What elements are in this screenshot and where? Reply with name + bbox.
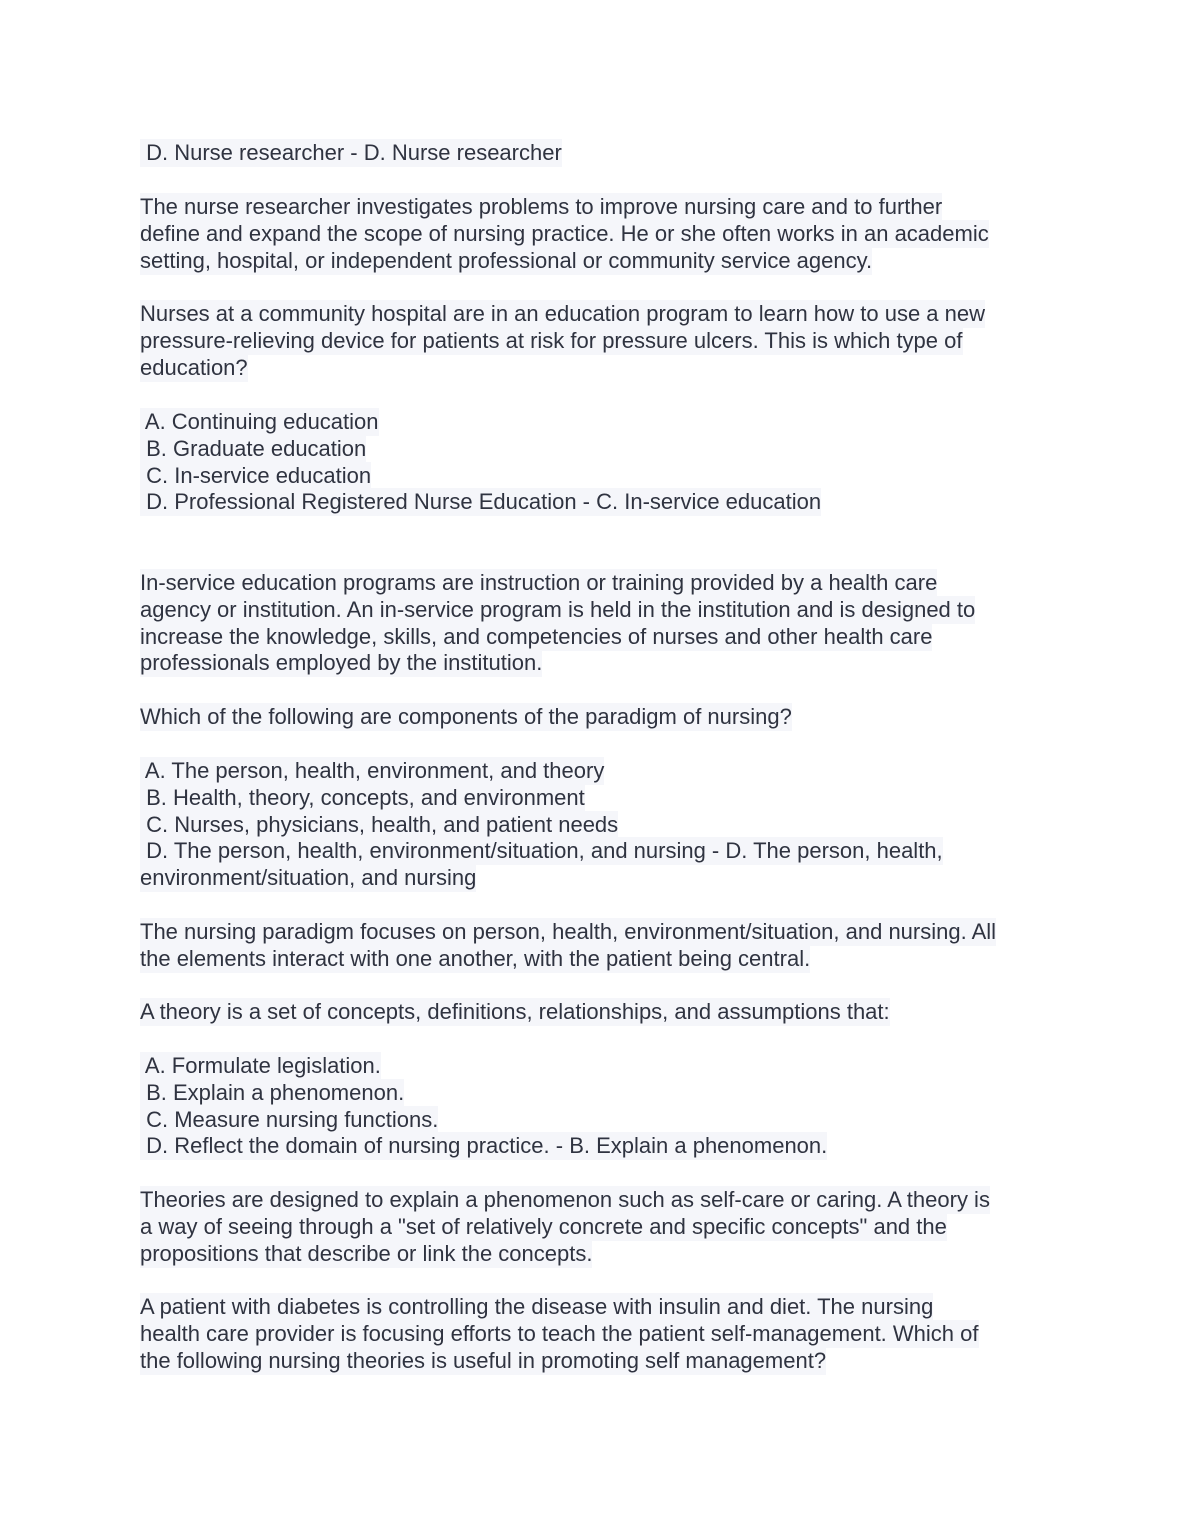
text-line-content: B. Explain a phenomenon.: [140, 1079, 405, 1105]
text-line: [140, 1214, 1070, 1241]
text-line-content: pressure-relieving device for patients at risk for pressure ulcers. This is which type of: [140, 327, 963, 353]
text-line-content: a way of seeing through a "set of relatively concrete and specific concepts" and the: [140, 1213, 947, 1239]
answer-options: [140, 1053, 1070, 1160]
text-line: [140, 999, 1070, 1026]
text-line: [140, 436, 1070, 463]
text-line: [140, 838, 1070, 865]
text-line: [140, 140, 1070, 167]
text-line-content: B. Graduate education: [140, 435, 367, 461]
text-line: [140, 785, 1070, 812]
text-line: [140, 248, 1070, 275]
text-line: [140, 1107, 1070, 1134]
text-line: [140, 1187, 1070, 1214]
text-line: [140, 328, 1070, 355]
text-line-content: education?: [140, 354, 248, 380]
text-line: [140, 221, 1070, 248]
text-line-content: the elements interact with one another, with the patient being central.: [140, 945, 811, 971]
text-line-content: C. In-service education: [140, 462, 372, 488]
explanation-paragraph: [140, 1187, 1070, 1267]
answer-options: [140, 409, 1070, 516]
text-line-content: propositions that describe or link the concepts.: [140, 1240, 593, 1266]
text-line-content: A theory is a set of concepts, definitions, relationships, and assumptions that:: [140, 999, 890, 1024]
text-line-content: D. Reflect the domain of nursing practice. - B. Explain a phenomenon.: [140, 1133, 828, 1159]
text-line: [140, 650, 1070, 677]
text-line: [140, 812, 1070, 839]
text-line-content: D. The person, health, environment/situation, and nursing - D. The person, health,: [140, 838, 943, 864]
explanation-paragraph: [140, 919, 1070, 973]
text-line-content: Nurses at a community hospital are in an education program to learn how to use a new: [140, 301, 986, 326]
text-line: [140, 489, 1070, 516]
question-paragraph: [140, 704, 1070, 731]
text-line-content: A patient with diabetes is controlling the disease with insulin and diet. The nursing: [140, 1294, 934, 1319]
question-paragraph: [140, 1294, 1070, 1374]
text-line: [140, 946, 1070, 973]
answer-options: [140, 758, 1070, 892]
text-line: [140, 919, 1070, 946]
text-line-content: health care provider is focusing efforts to teach the patient self-management. Which of: [140, 1320, 979, 1346]
text-line: [140, 624, 1070, 651]
text-line-content: The nursing paradigm focuses on person, health, environment/situation, and nursing. All: [140, 919, 997, 944]
text-line: [140, 758, 1070, 785]
text-line: [140, 570, 1070, 597]
text-line-content: D. Nurse researcher - D. Nurse researcher: [140, 140, 562, 165]
text-line-content: D. Professional Registered Nurse Education - C. In-service education: [140, 489, 822, 515]
text-line: [140, 1321, 1070, 1348]
text-line-content: agency or institution. An in-service program is held in the institution and is designed to: [140, 596, 976, 622]
text-line-content: Which of the following are components of the paradigm of nursing?: [140, 704, 792, 729]
text-line: [140, 194, 1070, 221]
question-paragraph: [140, 301, 1070, 381]
text-line-content: In-service education programs are instruction or training provided by a health care: [140, 570, 938, 595]
text-line: [140, 1053, 1070, 1080]
text-line-content: B. Health, theory, concepts, and environment: [140, 784, 585, 810]
answer-line: [140, 140, 1070, 167]
text-line-content: A. Continuing education: [140, 409, 379, 434]
text-line-content: A. Formulate legislation.: [140, 1053, 381, 1078]
text-line: [140, 1133, 1070, 1160]
text-line: [140, 597, 1070, 624]
text-line-content: professionals employed by the institution.: [140, 650, 543, 676]
text-line-content: define and expand the scope of nursing practice. He or she often works in an academic: [140, 220, 989, 246]
text-line-content: A. The person, health, environment, and theory: [140, 758, 605, 783]
text-line-content: environment/situation, and nursing: [140, 865, 477, 891]
explanation-paragraph: [140, 570, 1070, 677]
question-paragraph: [140, 999, 1070, 1026]
text-line: [140, 355, 1070, 382]
text-line-content: C. Measure nursing functions.: [140, 1106, 439, 1132]
text-line: [140, 1294, 1070, 1321]
text-line: [140, 1241, 1070, 1268]
text-line: [140, 1348, 1070, 1375]
text-line: [140, 865, 1070, 892]
explanation-paragraph: [140, 194, 1070, 274]
text-line-content: C. Nurses, physicians, health, and patient needs: [140, 811, 619, 837]
text-line: [140, 301, 1070, 328]
text-line-content: the following nursing theories is useful in promoting self management?: [140, 1347, 827, 1373]
text-line: [140, 1080, 1070, 1107]
text-line-content: Theories are designed to explain a phenomenon such as self-care or caring. A theory is: [140, 1187, 990, 1212]
text-line: [140, 463, 1070, 490]
text-line: [140, 704, 1070, 731]
text-line-content: increase the knowledge, skills, and competencies of nurses and other health care: [140, 623, 933, 649]
text-line: [140, 409, 1070, 436]
text-line-content: The nurse researcher investigates problems to improve nursing care and to further: [140, 194, 943, 219]
text-line-content: setting, hospital, or independent professional or community service agency.: [140, 247, 873, 273]
